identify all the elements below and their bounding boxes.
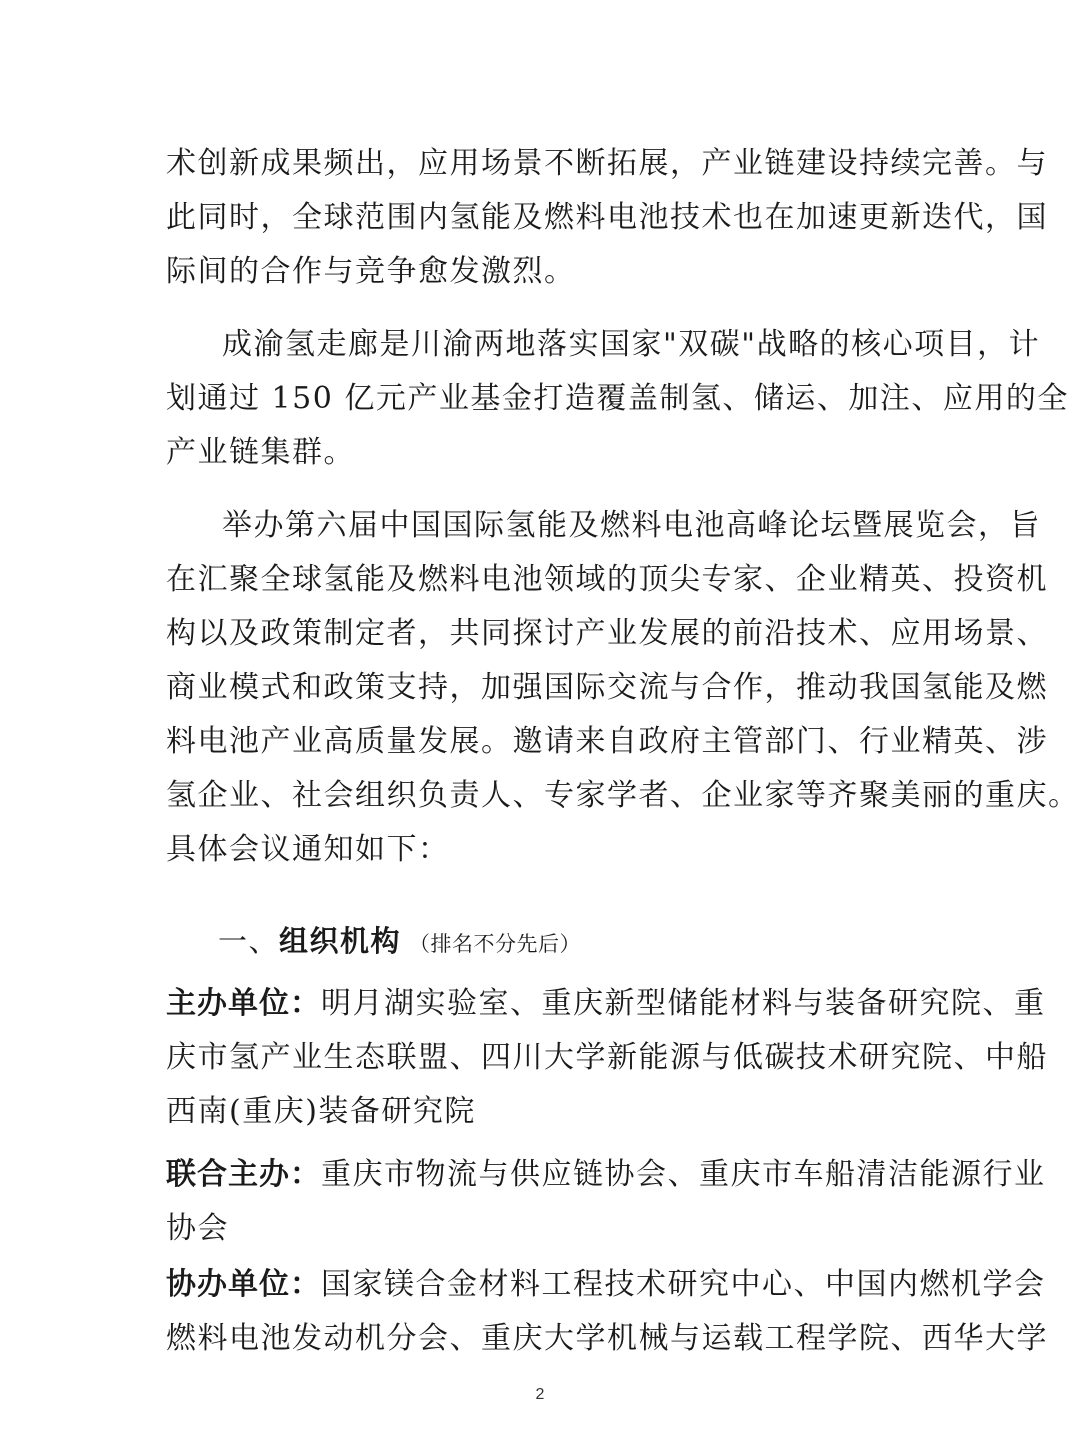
page-number: 2: [535, 1386, 545, 1403]
section-number: 一、: [218, 924, 280, 958]
organizers-line: 西南(重庆)装备研究院: [166, 1094, 476, 1129]
paragraph-line: 成渝氢走廊是川渝两地落实国家"双碳"战略的核心项目，计: [222, 327, 1041, 362]
co-organizers-line: [166, 1155, 1046, 1195]
paragraph-line: 举办第六届中国国际氢能及燃料电池高峰论坛暨展览会，旨: [222, 508, 1041, 543]
paragraph-line: 划通过 150 亿元产业基金打造覆盖制氢、储运、加注、应用的全: [166, 381, 1069, 416]
paragraph-line: 构以及政策制定者，共同探讨产业发展的前沿技术、应用场景、: [166, 616, 1048, 651]
section-heading: [218, 921, 581, 964]
paragraph-line: 产业链集群。: [166, 435, 355, 470]
paragraph-line: 际间的合作与竞争愈发激烈。: [166, 254, 576, 289]
supporting-label: 协办单位：: [166, 1267, 321, 1302]
section-note: （排名不分先后）: [409, 932, 582, 956]
supporting-line: [166, 1265, 1046, 1305]
organizers-line: 庆市氢产业生态联盟、四川大学新能源与低碳技术研究院、中船: [166, 1040, 1048, 1075]
paragraph-line: 术创新成果频出，应用场景不断拓展，产业链建设持续完善。与: [166, 146, 1048, 181]
co-organizers-line: 协会: [166, 1211, 229, 1246]
organizers-label: 主办单位：: [166, 986, 321, 1021]
paragraph-line: 料电池产业高质量发展。邀请来自政府主管部门、行业精英、涉: [166, 724, 1048, 759]
organizers-text: 明月湖实验室、重庆新型储能材料与装备研究院、重: [321, 986, 1046, 1021]
co-organizers-label: 联合主办：: [166, 1157, 321, 1192]
paragraph-line: 在汇聚全球氢能及燃料电池领域的顶尖专家、企业精英、投资机: [166, 562, 1048, 597]
supporting-text: 国家镁合金材料工程技术研究中心、中国内燃机学会: [321, 1267, 1046, 1302]
paragraph-line: 氢企业、社会组织负责人、专家学者、企业家等齐聚美丽的重庆。: [166, 778, 1080, 813]
supporting-line: 燃料电池发动机分会、重庆大学机械与运载工程学院、西华大学: [166, 1321, 1048, 1356]
co-organizers-text: 重庆市物流与供应链协会、重庆市车船清洁能源行业: [321, 1157, 1046, 1192]
section-title: 组织机构: [279, 924, 402, 958]
organizers-line: [166, 984, 1046, 1024]
paragraph-line: 具体会议通知如下：: [166, 832, 450, 867]
paragraph-line: 商业模式和政策支持，加强国际交流与合作，推动我国氢能及燃: [166, 670, 1048, 705]
paragraph-line: 此同时，全球范围内氢能及燃料电池技术也在加速更新迭代，国: [166, 200, 1048, 235]
